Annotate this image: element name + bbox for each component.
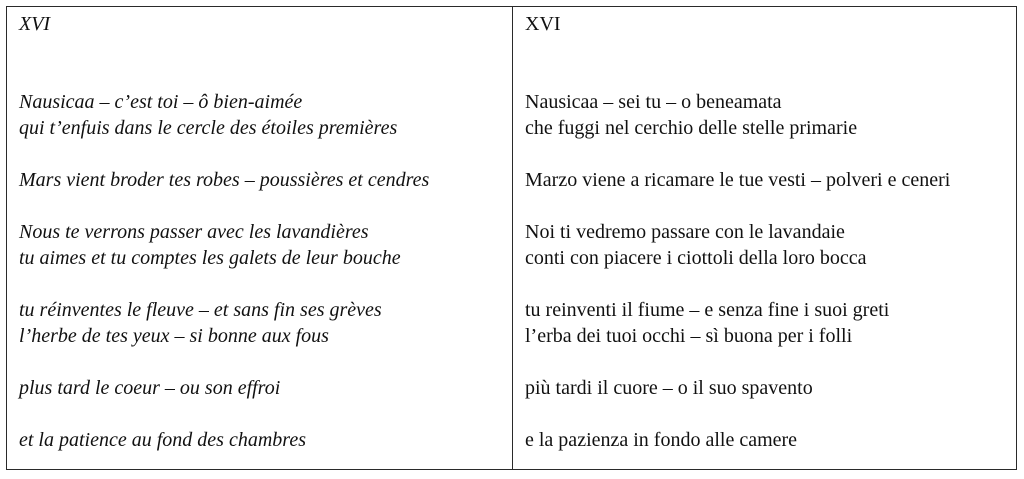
poem-line: l’erba dei tuoi occhi – sì buona per i folli	[525, 325, 853, 347]
stanza	[19, 297, 429, 349]
poem-line: conti con piacere i ciottoli della loro bocca	[525, 247, 867, 269]
stanza	[19, 427, 429, 453]
poem-line: qui t’enfuis dans le cercle des étoiles premières	[19, 117, 398, 139]
poem-line: che fuggi nel cerchio delle stelle primarie	[525, 117, 858, 139]
italian-poem-heading: XVI	[525, 13, 561, 35]
stanza	[19, 167, 429, 193]
italian-stanza-list	[525, 89, 950, 479]
french-poem-heading: XVI	[19, 13, 51, 35]
poem-line: plus tard le coeur – ou son effroi	[19, 377, 281, 399]
poem-line: Noi ti vedremo passare con le lavandaie	[525, 221, 845, 243]
poem-table	[6, 6, 1017, 470]
poem-line: l’herbe de tes yeux – si bonne aux fous	[19, 325, 329, 347]
stanza	[525, 219, 950, 271]
poem-line: et la patience au fond des chambres	[19, 429, 306, 451]
poem-line: Nous te verrons passer avec les lavandières	[19, 221, 369, 243]
stanza	[525, 89, 950, 141]
poem-line: Nausicaa – sei tu – o beneamata	[525, 91, 782, 113]
stanza	[19, 375, 429, 401]
stanza	[525, 167, 950, 193]
poem-line: tu aimes et tu comptes les galets de leur bouche	[19, 247, 401, 269]
italian-column	[513, 7, 1016, 469]
poem-line: tu réinventes le fleuve – et sans fin ses grèves	[19, 299, 382, 321]
poem-line: Nausicaa – c’est toi – ô bien-aimée	[19, 91, 303, 113]
poem-line: e la pazienza in fondo alle camere	[525, 429, 798, 451]
stanza	[525, 375, 950, 401]
poem-line: Marzo viene a ricamare le tue vesti – polveri e ceneri	[525, 169, 951, 191]
stanza	[19, 219, 429, 271]
poem-line: Mars vient broder tes robes – poussières et cendres	[19, 169, 430, 191]
french-column	[7, 7, 513, 469]
french-stanza-list	[19, 89, 429, 479]
stanza	[525, 427, 950, 453]
stanza	[525, 297, 950, 349]
poem-line: più tardi il cuore – o il suo spavento	[525, 377, 813, 399]
stanza	[19, 89, 429, 141]
poem-line: tu reinventi il fiume – e senza fine i suoi greti	[525, 299, 890, 321]
